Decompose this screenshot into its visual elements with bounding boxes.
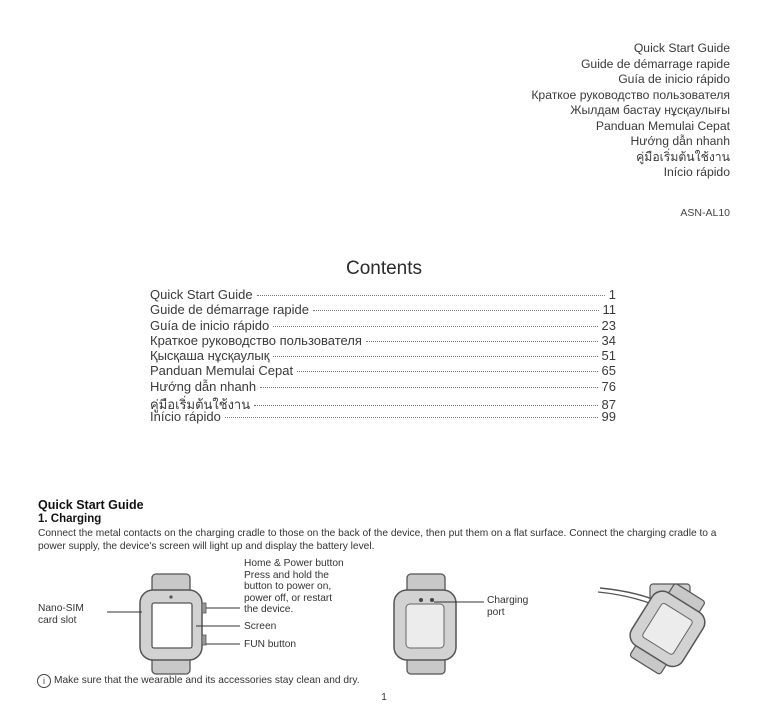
home-button-title: Home & Power button	[244, 558, 344, 569]
watch-front-illustration	[140, 574, 206, 674]
sim-label-line: card slot	[38, 614, 77, 626]
toc-entry-page: 11	[602, 302, 616, 318]
title-ru: Краткое руководство пользователя	[531, 87, 730, 102]
toc-entry-label: Guía de inicio rápido	[150, 317, 270, 333]
toc-entry-page: 1	[608, 287, 616, 302]
toc-entry-label: คู่มือเริ่มต้นใช้งาน	[150, 397, 251, 413]
toc-entry-page: 76	[601, 378, 616, 394]
charging-port-label-line: Charging	[487, 595, 529, 606]
contents-heading: Contents	[345, 258, 423, 279]
home-power-button-label	[244, 558, 344, 616]
title-es: Guía de inicio rápido	[618, 72, 730, 86]
section-title: Quick Start Guide	[38, 498, 144, 512]
toc-entry-label: Краткое руководство пользователя	[150, 332, 362, 348]
page-number: 1	[381, 692, 387, 703]
title-en: Quick Start Guide	[633, 41, 730, 55]
care-note: Make sure that the wearable and its accessories stay clean and dry.	[54, 675, 360, 686]
title-kk: Жылдам бастау нұсқаулығы	[570, 103, 730, 117]
toc-entry-label: Início rápido	[150, 409, 221, 425]
model-number: ASN-AL10	[680, 207, 730, 219]
toc-entry-label: Guide de démarrage rapide	[150, 302, 309, 318]
charging-port-label	[487, 595, 528, 618]
home-button-desc-line: Press and hold the	[244, 569, 329, 581]
toc-entry-page: 87	[601, 397, 616, 413]
screen-label: Screen	[244, 621, 277, 632]
home-button-desc-line: button to power on,	[244, 581, 332, 593]
title-vi: Hướng dẫn nhanh	[630, 134, 730, 148]
toc-entry-label: Hướng dẫn nhanh	[150, 378, 257, 394]
sim-label-line: Nano-SIM	[38, 603, 84, 614]
watch-back-illustration	[394, 574, 456, 674]
fun-button-label: FUN button	[244, 639, 297, 650]
toc-entry-page: 34	[601, 332, 616, 348]
title-id: Panduan Memulai Cepat	[595, 118, 730, 133]
title-fr: Guide de démarrage rapide	[580, 56, 730, 71]
info-icon: i	[37, 674, 51, 688]
home-button-desc-line: power off, or restart	[244, 592, 333, 604]
toc-entry-page: 23	[601, 317, 616, 333]
section-subtitle: 1. Charging	[38, 513, 102, 525]
watch-on-cradle-illustration	[598, 576, 716, 681]
toc-entry-page: 99	[601, 409, 616, 425]
title-th: คู่มือเริ่มต้นใช้งาน	[636, 149, 730, 164]
charging-port-label-line: port	[487, 606, 505, 618]
nano-sim-slot-label	[38, 603, 84, 626]
toc-entry-page: 65	[601, 363, 616, 379]
toc-entry-label: Қысқаша нұсқаулық	[150, 348, 270, 364]
home-button-desc-line: the device.	[244, 604, 294, 616]
toc-entry-page: 51	[601, 348, 616, 364]
title-pt: Início rápido	[663, 165, 730, 179]
toc-entry-label: Quick Start Guide	[150, 287, 253, 302]
toc-entry-label: Panduan Memulai Cepat	[150, 363, 294, 379]
charging-paragraph: Connect the metal contacts on the charging cradle to those on the back of the device, then put them on a flat surface. Connect the charging cradle to a power supply, the device's screen will light up and display the battery level.	[38, 528, 717, 552]
